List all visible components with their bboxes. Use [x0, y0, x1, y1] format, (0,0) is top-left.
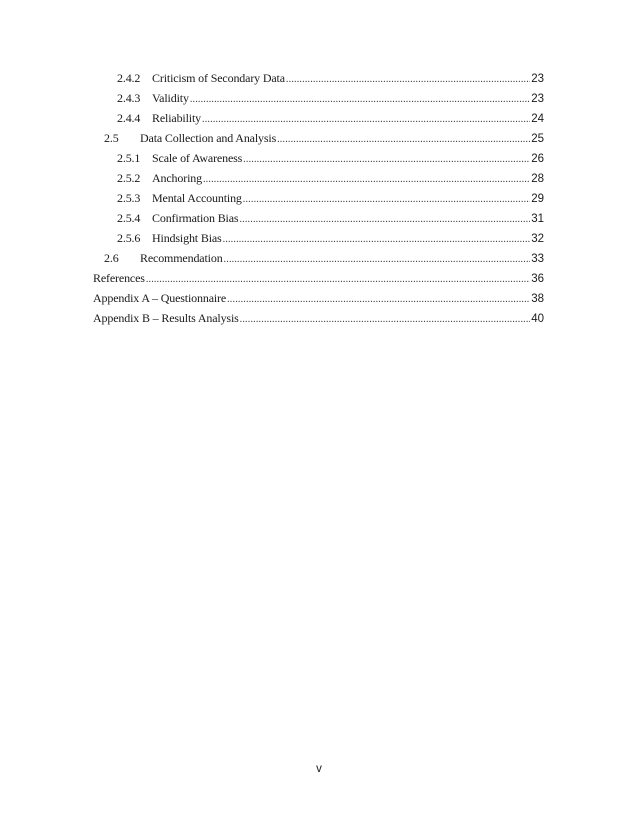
- toc-entry-2-5-4[interactable]: [117, 211, 544, 231]
- toc-entry-title: Appendix B – Results Analysis: [93, 311, 239, 325]
- toc-dot-leader: [243, 194, 530, 205]
- toc-entry-references[interactable]: [93, 271, 544, 291]
- toc-entry-2-5-2[interactable]: [117, 171, 544, 191]
- toc-dot-leader: [202, 114, 530, 125]
- toc-dot-leader: [203, 174, 530, 185]
- toc-entry-page: 40: [531, 313, 544, 325]
- toc-entry-page: 36: [531, 273, 544, 285]
- toc-dot-leader: [277, 134, 530, 145]
- toc-dot-leader: [146, 274, 530, 285]
- toc-entry-appendix-b[interactable]: [93, 311, 544, 331]
- toc-entry-title: Mental Accounting: [152, 191, 242, 205]
- toc-entry-page: 24: [531, 113, 544, 125]
- toc-entry-2-4-4[interactable]: [117, 111, 544, 131]
- toc-entry-page: 26: [531, 153, 544, 165]
- toc-entry-appendix-a[interactable]: [93, 291, 544, 311]
- toc-entry-number: 2.4.4: [117, 111, 141, 125]
- toc-entry-2-6[interactable]: [104, 251, 544, 271]
- page-number: v: [316, 763, 322, 775]
- toc-dot-leader: [240, 314, 531, 325]
- toc-dot-leader: [286, 74, 530, 85]
- toc-entry-title: Scale of Awareness: [152, 151, 243, 165]
- toc-entry-page: 29: [531, 193, 544, 205]
- toc-entry-title: Hindsight Bias: [152, 231, 222, 245]
- toc-entry-title: Confirmation Bias: [152, 211, 239, 225]
- toc-entry-number: 2.5: [104, 131, 119, 145]
- toc-entry-page: 38: [531, 293, 544, 305]
- toc-entry-title: Anchoring: [152, 171, 202, 185]
- toc-entry-2-5-6[interactable]: [117, 231, 544, 251]
- toc-dot-leader: [190, 94, 530, 105]
- toc-dot-leader: [243, 154, 530, 165]
- toc-entry-title: Reliability: [152, 111, 202, 125]
- toc-dot-leader: [224, 254, 531, 265]
- toc-entry-number: 2.4.3: [117, 91, 141, 105]
- toc-entry-number: 2.5.4: [117, 211, 141, 225]
- toc-entry-page: 25: [531, 133, 544, 145]
- toc-entry-page: 28: [531, 173, 544, 185]
- toc-entry-page: 31: [531, 213, 544, 225]
- toc-dot-leader: [227, 294, 530, 305]
- toc-entry-number: 2.4.2: [117, 71, 141, 85]
- toc-entry-title: Appendix A – Questionnaire: [93, 291, 227, 305]
- toc-entry-number: 2.5.3: [117, 191, 141, 205]
- toc-entry-page: 23: [531, 73, 544, 85]
- toc-entry-page: 23: [531, 93, 544, 105]
- toc-entry-2-4-2[interactable]: [117, 71, 544, 91]
- toc-entry-number: 2.6: [104, 251, 119, 265]
- toc-entry-2-4-3[interactable]: [117, 91, 544, 111]
- toc-entry-title: References: [93, 271, 145, 285]
- toc-entry-2-5-3[interactable]: [117, 191, 544, 211]
- toc-entry-title: Recommendation: [140, 251, 223, 265]
- toc-entry-2-5[interactable]: [104, 131, 544, 151]
- toc-entry-title: Criticism of Secondary Data: [152, 71, 285, 85]
- toc-entry-number: 2.5.6: [117, 231, 141, 245]
- toc-entry-page: 33: [531, 253, 544, 265]
- toc-entry-title: Data Collection and Analysis: [140, 131, 277, 145]
- toc-entry-number: 2.5.2: [117, 171, 141, 185]
- toc-entry-title: Validity: [152, 91, 189, 105]
- toc-dot-leader: [239, 214, 530, 225]
- toc-entry-page: 32: [531, 233, 544, 245]
- toc-dot-leader: [223, 234, 531, 245]
- toc-entry-2-5-1[interactable]: [117, 151, 544, 171]
- toc-entry-number: 2.5.1: [117, 151, 141, 165]
